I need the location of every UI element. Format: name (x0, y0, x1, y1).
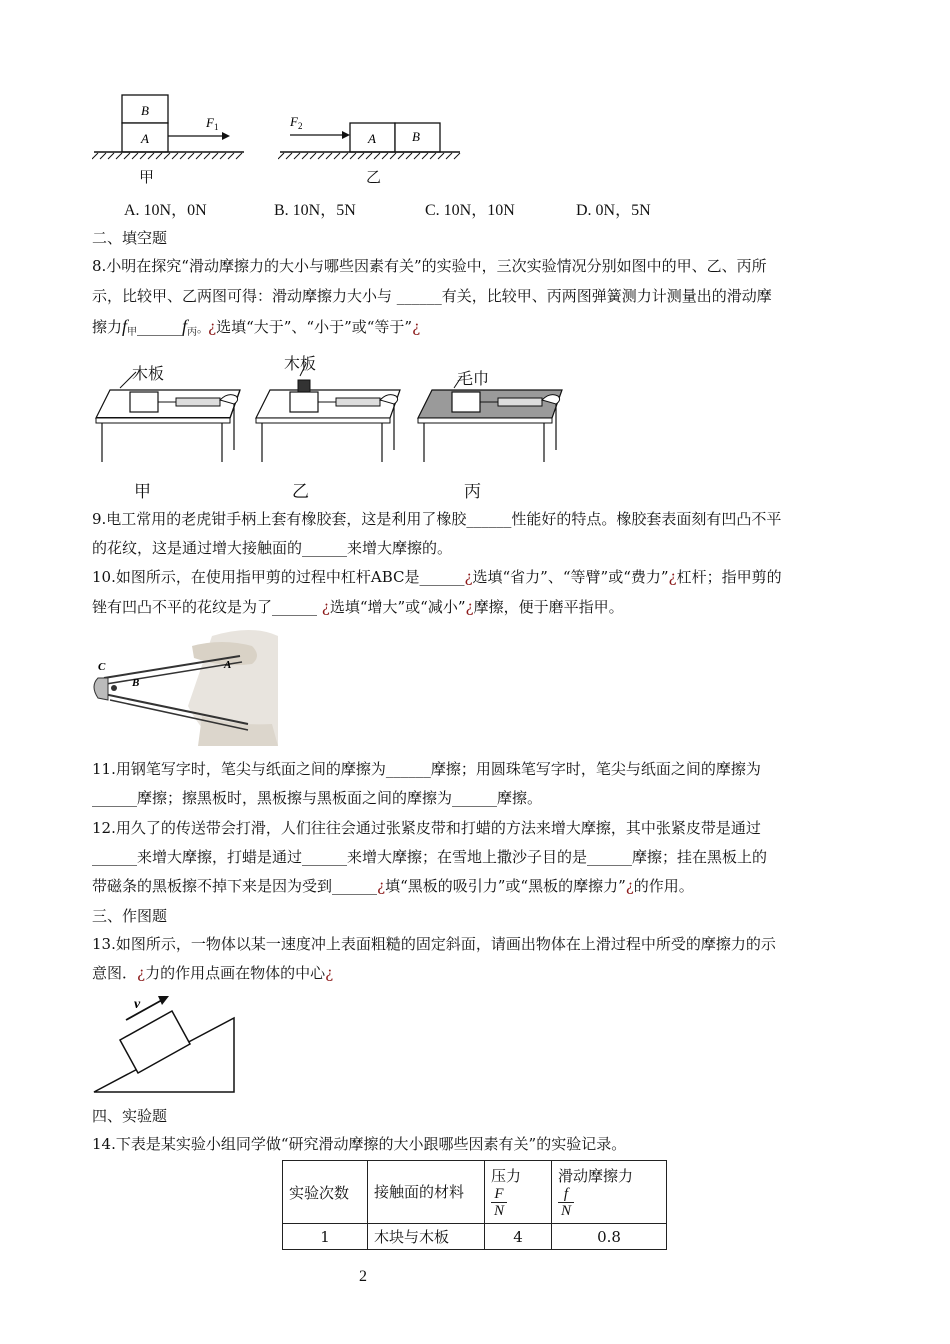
cell-friction: 0.8 (552, 1224, 667, 1250)
block-a-label: A (141, 131, 149, 146)
q9-line-1: 9.电工常用的老虎钳手柄上套有橡胶套，这是利用了橡胶______性能好的特点。橡胶套表面刻有凹凸不平 (92, 510, 782, 528)
velocity-label: v (134, 997, 141, 1012)
q12-line-1: 12.用久了的传送带会打滑，人们往往会通过张紧皮带和打蜡的方法来增大摩擦，其中张紧皮带是通过 (92, 819, 761, 837)
q7-figure-jia (92, 92, 252, 160)
q13-line-2: 意图．¿力的作用点画在物体的中心¿ (92, 964, 334, 982)
q10-label-b: B (132, 677, 140, 689)
q7-caption-yi: 乙 (366, 168, 382, 186)
q7-option-a[interactable]: A. 10N，0N (124, 202, 207, 219)
q14-line-1: 14.下表是某实验小组同学做“研究滑动摩擦的大小跟哪些因素有关”的实验记录。 (92, 1135, 627, 1153)
page-number: 2 (359, 1268, 367, 1285)
block-b-label-2: B (412, 129, 420, 144)
q7-option-c[interactable]: C. 10N，10N (425, 202, 515, 219)
q10-label-c: C (98, 661, 106, 673)
q9-line-2: 的花纹，这是通过增大接触面的______来增大摩擦的。 (92, 539, 453, 557)
cell-trial: 1 (283, 1224, 368, 1250)
q14-record-table (282, 1160, 667, 1250)
q11-line-2: ______摩擦；擦黑板时，黑板擦与黑板面之间的摩擦为______摩擦。 (92, 789, 543, 807)
block-b-label: B (141, 103, 149, 118)
q10-nail-clipper-figure (92, 626, 280, 746)
q8-line-2: 示，比较甲、乙两图可得：滑动摩擦力大小与 ______有关，比较甲、丙两图弹簧测力计测量出的滑动摩 (92, 287, 772, 305)
q8-line-3: 擦力$f_甲\_\_\_\_\_\_f_丙$。¿选填“大于”、“小于”或“等于”¿ (92, 316, 421, 338)
q8-caption-yi: 乙 (292, 482, 309, 502)
section-heading-drawing: 三、作图题 (92, 907, 168, 925)
q11-line-1: 11.用钢笔写字时，笔尖与纸面之间的摩擦为______摩擦；用圆珠笔写字时，笔尖与纸面之间的摩擦为 (92, 760, 761, 778)
q8-label-towel: 毛巾 (457, 369, 490, 388)
q12-line-3: 带磁条的黑板擦不掉下来是因为受到______¿填“黑板的吸引力”或“黑板的摩擦力”¿的作用。 (92, 877, 694, 895)
q13-incline-figure (92, 988, 237, 1096)
cell-material: 木块与木板 (368, 1224, 485, 1250)
q8-caption-jia: 甲 (134, 482, 151, 502)
q7-caption-jia: 甲 (139, 168, 155, 186)
q13-line-1: 13.如图所示，一物体以某一速度冲上表面粗糙的固定斜面，请画出物体在上滑过程中所受的摩擦力的示 (92, 935, 776, 953)
section-heading-fill-in: 二、填空题 (92, 229, 168, 247)
section-heading-experiment: 四、实验题 (92, 1107, 168, 1125)
table-header-row (283, 1161, 667, 1224)
q10-label-a: A (224, 659, 232, 671)
q8-line-1: 8.小明在探究“滑动摩擦力的大小与哪些因素有关”的实验中，三次实验情况分别如图中的甲、乙、丙所 (92, 257, 767, 275)
q7-option-b[interactable]: B. 10N，5N (274, 202, 356, 219)
q8-label-wood-jia: 木板 (132, 364, 165, 383)
table-row (283, 1224, 667, 1250)
q7-option-d[interactable]: D. 0N，5N (576, 202, 651, 219)
header-trial: 实验次数 (283, 1161, 368, 1224)
header-material: 接触面的材料 (368, 1161, 485, 1224)
svg-text:F2: $F_2$ (290, 114, 303, 131)
q10-line-2: 锉有凹凸不平的花纹是为了______ ¿选填“增大”或“减小”¿摩擦，便于磨平指甲。 (92, 598, 624, 616)
header-friction: 滑动摩擦力 $\frac{f}{N}$ (552, 1161, 667, 1224)
header-pressure: 压力 $\frac{F}{N}$ (485, 1161, 552, 1224)
q12-line-2: ______来增大摩擦，打蜡是通过______来增大摩擦；在雪地上撒沙子目的是______摩擦；挂在黑板上的 (92, 848, 768, 866)
q10-line-1: 10.如图所示，在使用指甲剪的过程中杠杆ABC是______¿选填“省力”、“等臂”或“费力”¿杠杆；指甲剪的 (92, 568, 782, 586)
svg-text:F1: $F_1$ (206, 115, 219, 132)
q7-figure-yi (278, 110, 468, 160)
q8-caption-bing: 丙 (464, 482, 481, 502)
cell-pressure: 4 (485, 1224, 552, 1250)
q8-label-wood-yi: 木板 (284, 354, 317, 373)
q8-figure (92, 350, 582, 468)
block-a-label-2: A (368, 131, 376, 146)
